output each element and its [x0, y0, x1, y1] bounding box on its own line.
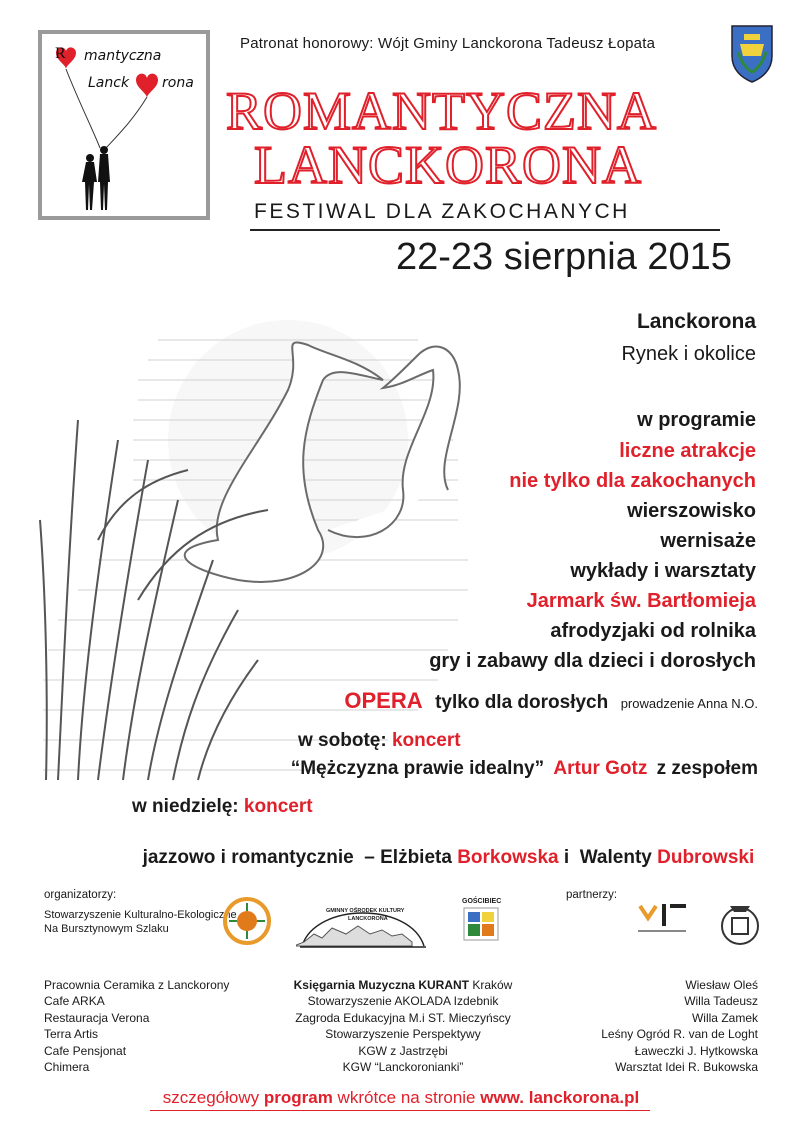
- kurant-name: Księgarnia Muzyczna KURANT: [293, 978, 469, 992]
- supporters-right-list: [601, 977, 758, 1075]
- program-item: liczne atrakcje: [619, 440, 756, 462]
- list-item: Pracownia Ceramika z Lanckorony: [44, 978, 230, 992]
- footer-underline: [150, 1110, 650, 1111]
- gok-lanckorona-logo: [296, 892, 430, 950]
- list-item: Leśny Ogród R. van de Loght: [601, 1027, 758, 1042]
- list-item: Zagroda Edukacyjna M.i ST. Mieczyńscy: [295, 1010, 511, 1025]
- program-item: wernisaże: [660, 530, 756, 552]
- program-item: wykłady i warsztaty: [570, 560, 756, 582]
- festival-subtitle: FESTIWAL DLA ZAKOCHANYCH: [254, 200, 630, 223]
- festival-logo: [38, 30, 210, 220]
- title-line1: ROMANTYCZNA: [226, 81, 658, 141]
- list-item: KGW “Lanckoronianki”: [342, 1060, 464, 1075]
- sunday-line: [132, 796, 313, 818]
- list-item: Cafe Pensjonat: [44, 1043, 127, 1058]
- list-item: Ławeczki J. Hytkowska: [634, 1043, 758, 1058]
- footer-pre: szczegółowy: [162, 1088, 264, 1107]
- list-item: Restauracja Verona: [44, 1010, 150, 1025]
- footer-program: program: [263, 1088, 333, 1107]
- kurant-city: Kraków: [469, 978, 513, 992]
- mid-list-items: [273, 993, 533, 1075]
- list-item: Willa Zamek: [691, 1010, 758, 1025]
- saturday-event: koncert: [391, 730, 461, 751]
- festival-dates: 22-23 sierpnia 2015: [396, 236, 732, 278]
- opera-host: prowadzenie Anna N.O.: [620, 696, 758, 711]
- sunday-desc: jazzowo i romantycznie – Elżbieta: [142, 847, 458, 868]
- saturday-label: w sobotę:: [298, 730, 387, 751]
- municipality-crest-icon: [728, 22, 776, 84]
- subtitle-underline: [250, 229, 720, 231]
- sunday-name2: Dubrowski: [657, 847, 755, 868]
- program-item: Jarmark św. Bartłomieja: [526, 590, 756, 612]
- website-link[interactable]: www. lanckorona.pl: [480, 1088, 640, 1107]
- opera-word: OPERA: [344, 688, 423, 713]
- supporters-left-list: [44, 977, 229, 1075]
- program-item: nie tylko dla zakochanych: [509, 470, 756, 492]
- logo-letter-r: R: [55, 45, 66, 62]
- organizer-name-line2: Na Bursztynowym Szlaku: [44, 923, 169, 935]
- saturday-quote: “Mężczyzna prawie idealny”: [290, 758, 545, 779]
- saturday-artist: Artur Gotz: [553, 758, 648, 779]
- logo-line2a: Lanck: [88, 75, 130, 91]
- footer-mid: wkrótce na stronie: [332, 1088, 481, 1107]
- list-item: Stowarzyszenie AKOLADA Izdebnik: [307, 994, 499, 1009]
- logo-line1: mantyczna: [84, 48, 162, 64]
- opera-text: tylko dla dorosłych: [435, 692, 609, 713]
- list-item: KGW z Jastrzębi: [358, 1043, 448, 1058]
- program-header: w programie: [637, 409, 756, 431]
- goscibiec-text: GOŚCIBIEC: [462, 898, 502, 905]
- amber-trail-logo-icon: [222, 896, 272, 946]
- sunday-event: koncert: [243, 796, 313, 817]
- swans-illustration: [38, 300, 478, 790]
- list-item: Chimera: [44, 1060, 90, 1075]
- title-line2: LANCKORONA: [254, 135, 642, 195]
- saturday-detail: [291, 758, 758, 780]
- sunday-detail: [132, 825, 754, 869]
- list-item: Terra Artis: [44, 1027, 99, 1042]
- saturday-line: [298, 730, 461, 752]
- program-item: gry i zabawy dla dzieci i dorosłych: [429, 650, 756, 672]
- opera-line: [344, 688, 758, 714]
- venue-detail: Rynek i okolice: [621, 343, 756, 365]
- supporters-middle-list: [273, 977, 533, 1075]
- goscibiec-logo: [462, 898, 502, 942]
- partners-label: partnerzy:: [566, 889, 618, 901]
- list-item: Cafe ARKA: [44, 994, 105, 1009]
- organizer-name-line1: Stowarzyszenie Kulturalno-Ekologiczne: [44, 909, 237, 921]
- gok-text2: LANCKORONA: [348, 916, 388, 922]
- partner-crest-icon: [718, 896, 762, 950]
- program-item: afrodyzjaki od rolnika: [550, 620, 756, 642]
- venue-name: Lanckorona: [636, 310, 756, 333]
- program-list: [429, 436, 756, 676]
- list-item: Willa Tadeusz: [684, 994, 758, 1009]
- sunday-name1: Borkowska: [457, 847, 559, 868]
- footer-text: [0, 1088, 802, 1108]
- list-item: Stowarzyszenie Perspektywy: [325, 1027, 481, 1042]
- program-item: wierszowisko: [627, 500, 756, 522]
- logo-line2b: rona: [162, 75, 194, 91]
- organizer-name: [44, 908, 237, 936]
- sunday-mid: i Walenty: [558, 847, 658, 868]
- patronage-text: Patronat honorowy: Wójt Gminy Lanckorona Tadeusz Łopata: [240, 35, 656, 52]
- organizers-label: organizatorzy:: [44, 889, 117, 901]
- list-item: Warsztat Idei R. Bukowska: [615, 1060, 758, 1075]
- partner-malopolska-logo-icon: [634, 900, 694, 936]
- mid-list-first: [273, 977, 533, 993]
- saturday-rest: z zespołem: [656, 758, 758, 779]
- list-item: Wiesław Oleś: [685, 978, 758, 992]
- sunday-label: w niedzielę:: [132, 796, 239, 817]
- gok-text1: GMINNY OŚRODEK KULTURY: [326, 908, 405, 914]
